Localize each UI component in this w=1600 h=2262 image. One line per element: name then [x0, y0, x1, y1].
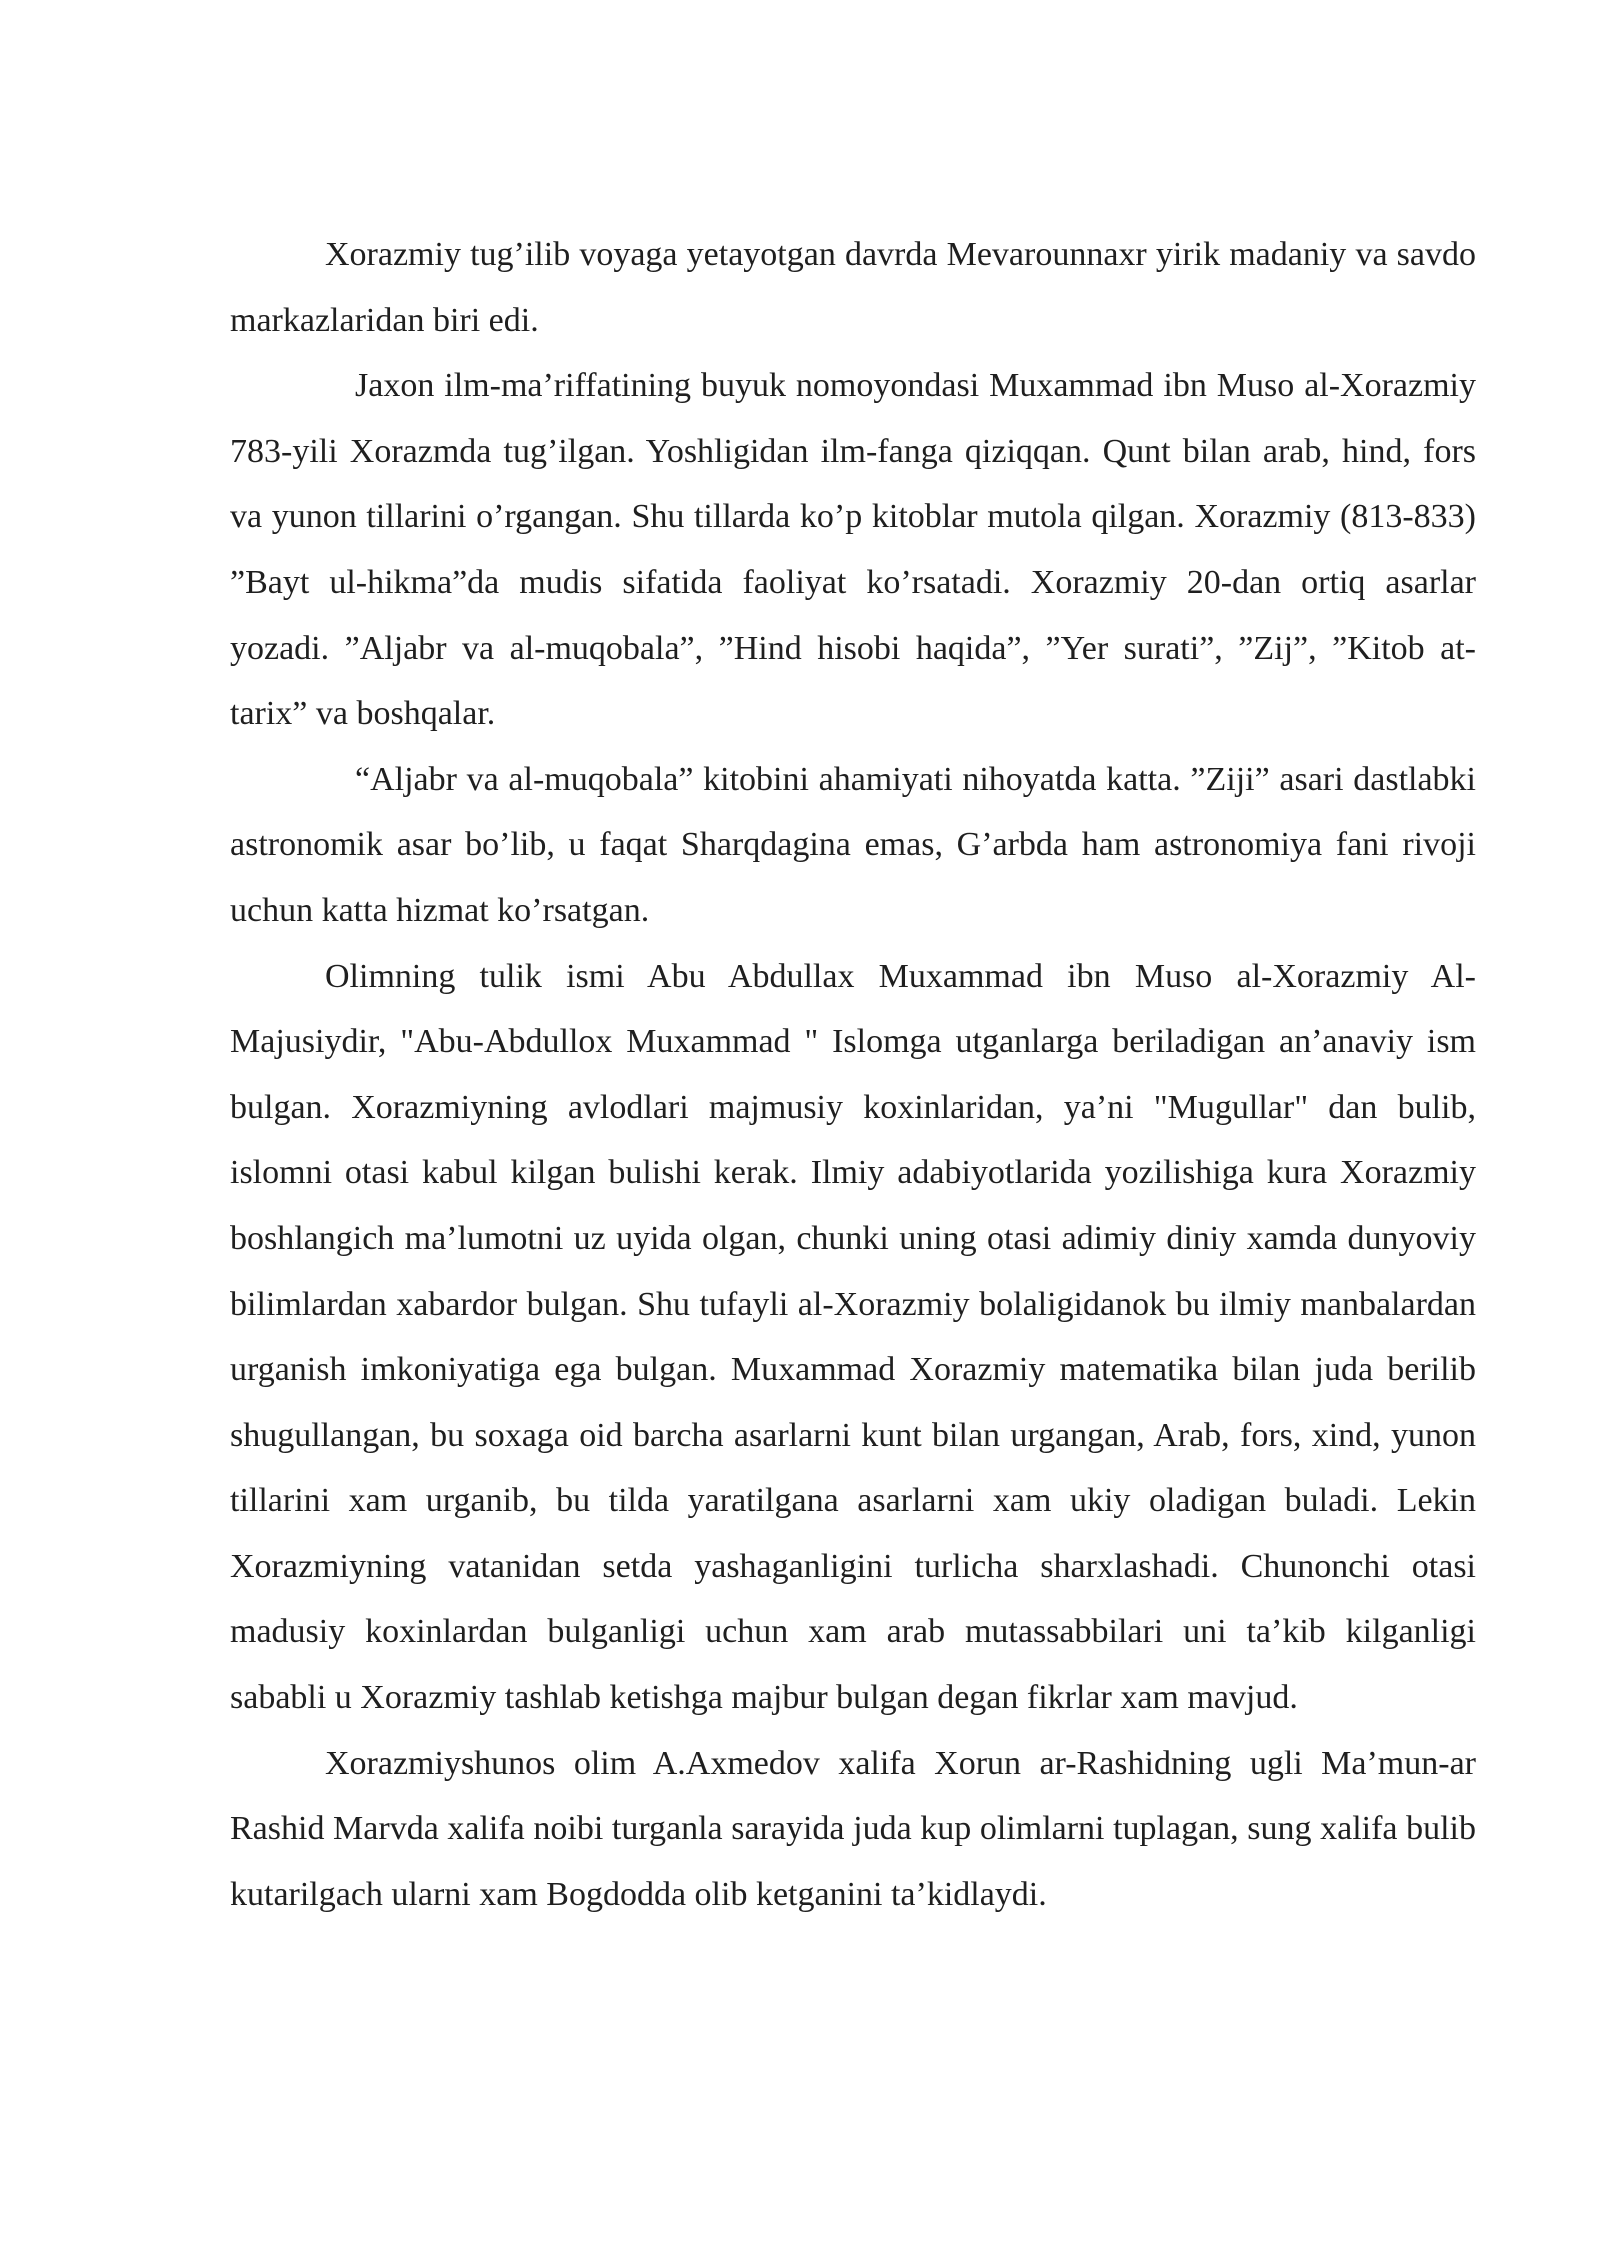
paragraph-4: Olimning tulik ismi Abu Abdullax Muxammad ibn Muso al-Xorazmiy Al-Majusiydir, "Abu-Abdullox Muxammad " Islomga utganlarga beriladigan an’anaviy ism bulgan. Xorazmiyning avlodlari majmusiy koxinlaridan, ya’ni "Mugullar" dan bulib, islomni otasi kabul kilgan bulishi kerak. Ilmiy adabiyotlarida yozilishiga kura Xorazmiy boshlangich ma’lumotni uz uyida olgan, chunki uning otasi adimiy diniy xamda dunyoviy bilimlardan xabardor bulgan. Shu tufayli al-Xorazmiy bolaligidanok bu ilmiy manbalardan urganish imkoniyatiga ega bulgan. Muxammad Xorazmiy matematika bilan juda berilib shugullangan, bu soxaga oid barcha asarlarni kunt bilan urgangan, Arab, fors, xind, yunon tillarini xam urganib, bu tilda yaratilgana asarlarni xam ukiy oladigan buladi. Lekin Xorazmiyning vatanidan setda yashaganligini turlicha sharxlashadi. Chunonchi otasi madusiy koxinlardan bulganligi uchun xam arab mutassabbilari uni ta’kib kilganligi sababli u Xorazmiy tashlab ketishga majbur bulgan degan fikrlar xam mavjud. — [230, 957, 1476, 1717]
document-body — [230, 222, 1476, 1927]
paragraph-1: Xorazmiy tug’ilib voyaga yetayotgan davrda Mevarounnaxr yirik madaniy va savdo markazlaridan biri edi. — [230, 236, 1476, 339]
paragraph-5: Xorazmiyshunos olim A.Axmedov xalifa Xorun ar-Rashidning ugli Ma’mun-ar Rashid Marvda xalifa noibi turganla sarayida juda kup olimlarni tuplagan, sung xalifa bulib kutarilgach ularni xam Bogdodda olib ketganini ta’kidlaydi. — [230, 1744, 1476, 1913]
paragraph-2: Jaxon ilm-ma’riffatining buyuk nomoyondasi Muxammad ibn Muso al-Xorazmiy 783-yili Xorazmda tug’ilgan. Yoshligidan ilm-fanga qiziqqan. Qunt bilan arab, hind, fors va yunon tillarini o’rgangan. Shu tillarda ko’p kitoblar mutola qilgan. Xorazmiy (813-833) ”Bayt ul-hikma”da mudis sifatida faoliyat ko’rsatadi. Xorazmiy 20-dan ortiq asarlar yozadi. ”Aljabr va al-muqobala”, ”Hind hisobi haqida”, ”Yer surati”, ”Zij”, ”Kitob at-tarix” va boshqalar. — [230, 367, 1476, 733]
paragraph-3: “Aljabr va al-muqobala” kitobini ahamiyati nihoyatda katta. ”Ziji” asari dastlabki astronomik asar bo’lib, u faqat Sharqdagina emas, G’arbda ham astronomiya fani rivoji uchun katta hizmat ko’rsatgan. — [230, 760, 1476, 929]
